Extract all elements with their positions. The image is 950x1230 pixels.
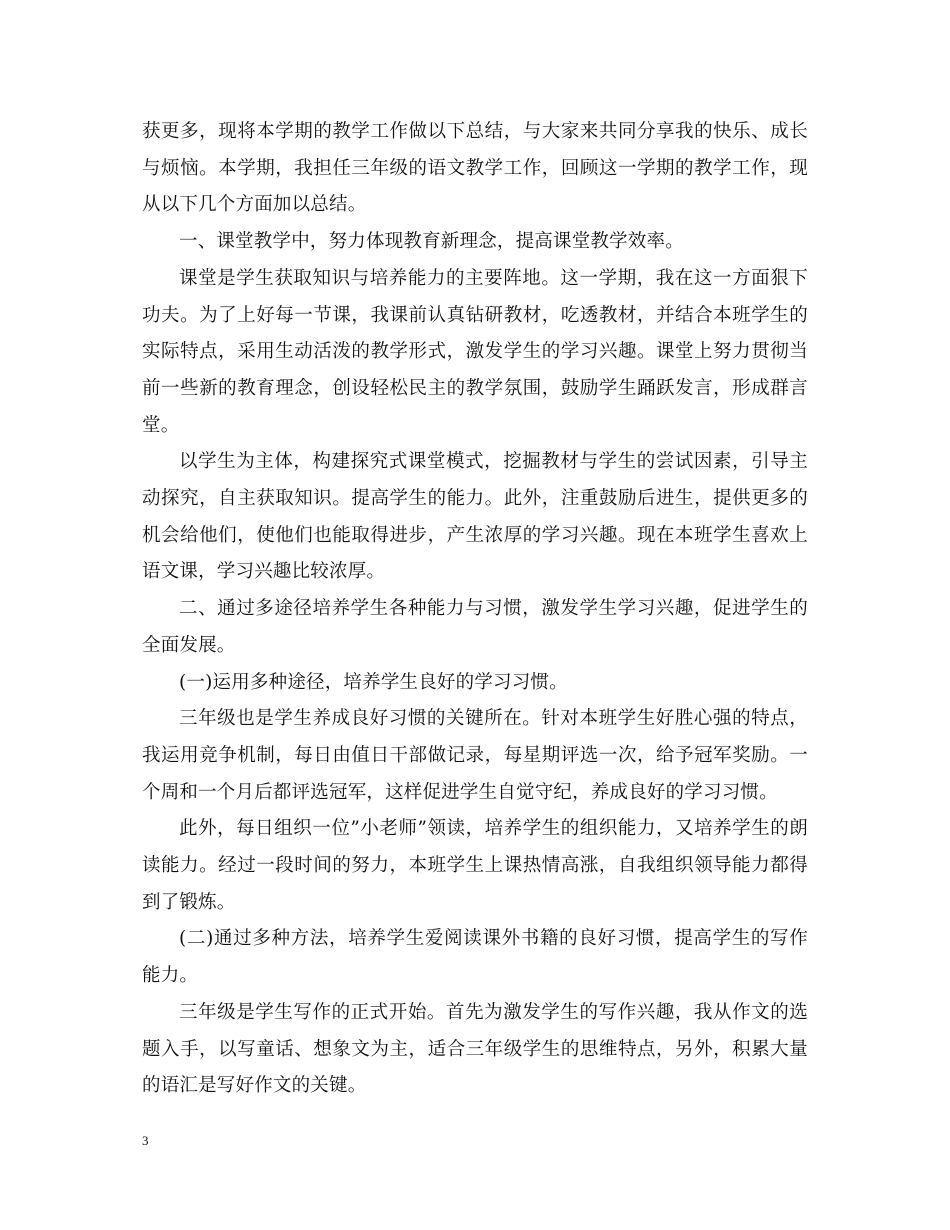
paragraph-intro: 获更多，现将本学期的教学工作做以下总结，与大家来共同分享我的快乐、成长与烦恼。本学期，我担任三年级的语文教学工作，回顾这一学期的教学工作，现从以下几个方面加以总结。 [142,121,808,216]
paragraph-writing: 三年级是学生写作的正式开始。首先为激发学生的写作兴趣，我从作文的选题入手，以写童话、想象文为主，适合三年级学生的思维特点，另外，积累大量的语汇是写好作文的关键。 [142,1001,808,1097]
heading-section-two: 二、通过多途径培养学生各种能力与习惯，激发学生学习兴趣，促进学生的全面发展。 [142,598,808,656]
subheading-habits: (一)运用多种途径，培养学生良好的学习习惯。 [179,671,568,693]
subheading-reading: (二)通过多种方法，培养学生爱阅读课外书籍的良好习惯，提高学生的写作能力。 [142,928,808,987]
paragraph-little-teacher: 此外，每日组织一位”小老师”领读，培养学生的组织能力，又培养学生的朗读能力。经过一段时间的努力，本班学生上课热情高涨，自我组织领导能力都得到了锻炼。 [142,818,808,913]
paragraph-student-centered: 以学生为主体，构建探究式课堂模式，挖掘教材与学生的尝试因素，引导主动探究，自主获取知识。提高学生的能力。此外，注重鼓励后进生，提供更多的机会给他们，使他们也能取得进步，产生浓厚的学习兴趣。现在本班学生喜欢上语文课，学习兴趣比较浓厚。 [142,451,808,583]
paragraph-competition: 三年级也是学生养成良好习惯的关键所在。针对本班学生好胜心强的特点，我运用竞争机制，每日由值日干部做记录，每星期评选一次，给予冠军奖励。一个周和一个月后都评选冠军，这样促进学生自觉守纪，养成良好的学习习惯。 [142,708,808,803]
paragraph-classroom: 课堂是学生获取知识与培养能力的主要阵地。这一学期，我在这一方面狠下功夫。为了上好每一节课，我课前认真钻研教材，吃透教材，并结合本班学生的实际特点，采用生动活泼的教学形式，激发学生的学习兴趣。课堂上努力贯彻当前一些新的教育理念，创设轻松民主的教学氛围，鼓励学生踊跃发言，形成群言堂。 [142,267,808,436]
heading-section-one: 一、课堂教学中，努力体现教育新理念，提高课堂教学效率。 [179,231,684,253]
page-number: 3 [142,1133,149,1148]
document-body [142,114,808,1105]
